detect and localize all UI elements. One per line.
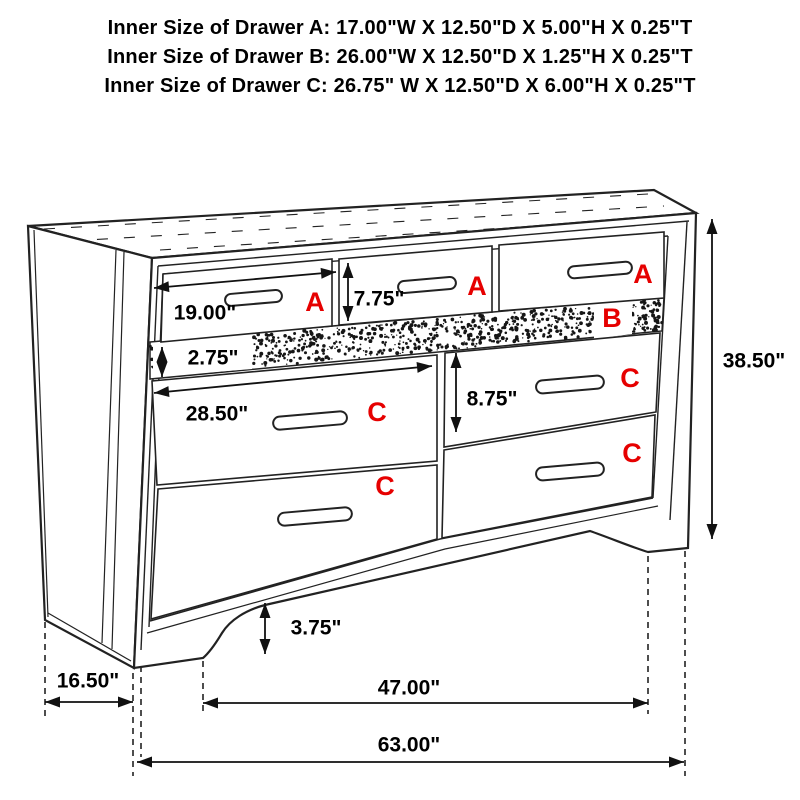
dresser-left-side-panel: [28, 226, 152, 668]
dim-overall-height: 38.50": [722, 349, 786, 373]
dim-jewelry-drawer-height: 2.75": [187, 346, 239, 370]
header-line-drawer-b: Inner Size of Drawer B: 26.00"W X 12.50"D X 1.25"H X 0.25"T: [107, 46, 693, 68]
dim-depth: 16.50": [56, 669, 120, 693]
drawer-c-right-lower-label: C: [622, 438, 642, 468]
dim-drawer-c-height: 8.75": [466, 387, 518, 411]
drawer-c-left-upper-label: C: [367, 397, 387, 427]
drawer-b-label: B: [602, 303, 622, 333]
dim-drawer-a-height: 7.75": [353, 287, 405, 311]
dim-drawer-a-width: 19.00": [173, 301, 237, 325]
dim-leg-height: 3.75": [290, 616, 342, 640]
dim-overall-width: 63.00": [377, 733, 441, 757]
dim-leg-span: 47.00": [377, 676, 441, 700]
dim-drawer-c-width: 28.50": [185, 402, 249, 426]
drawer-a1-label: A: [305, 287, 325, 317]
drawer-c-right-upper-label: C: [620, 363, 640, 393]
drawer-c-left-lower-label: C: [375, 471, 395, 501]
drawer-a2-label: A: [467, 271, 487, 301]
header-line-drawer-a: Inner Size of Drawer A: 17.00"W X 12.50"D X 5.00"H X 0.25"T: [107, 17, 693, 39]
header-line-drawer-c: Inner Size of Drawer C: 26.75" W X 12.50"D X 6.00"H X 0.25"T: [104, 75, 696, 97]
drawer-a3-label: A: [633, 259, 653, 289]
